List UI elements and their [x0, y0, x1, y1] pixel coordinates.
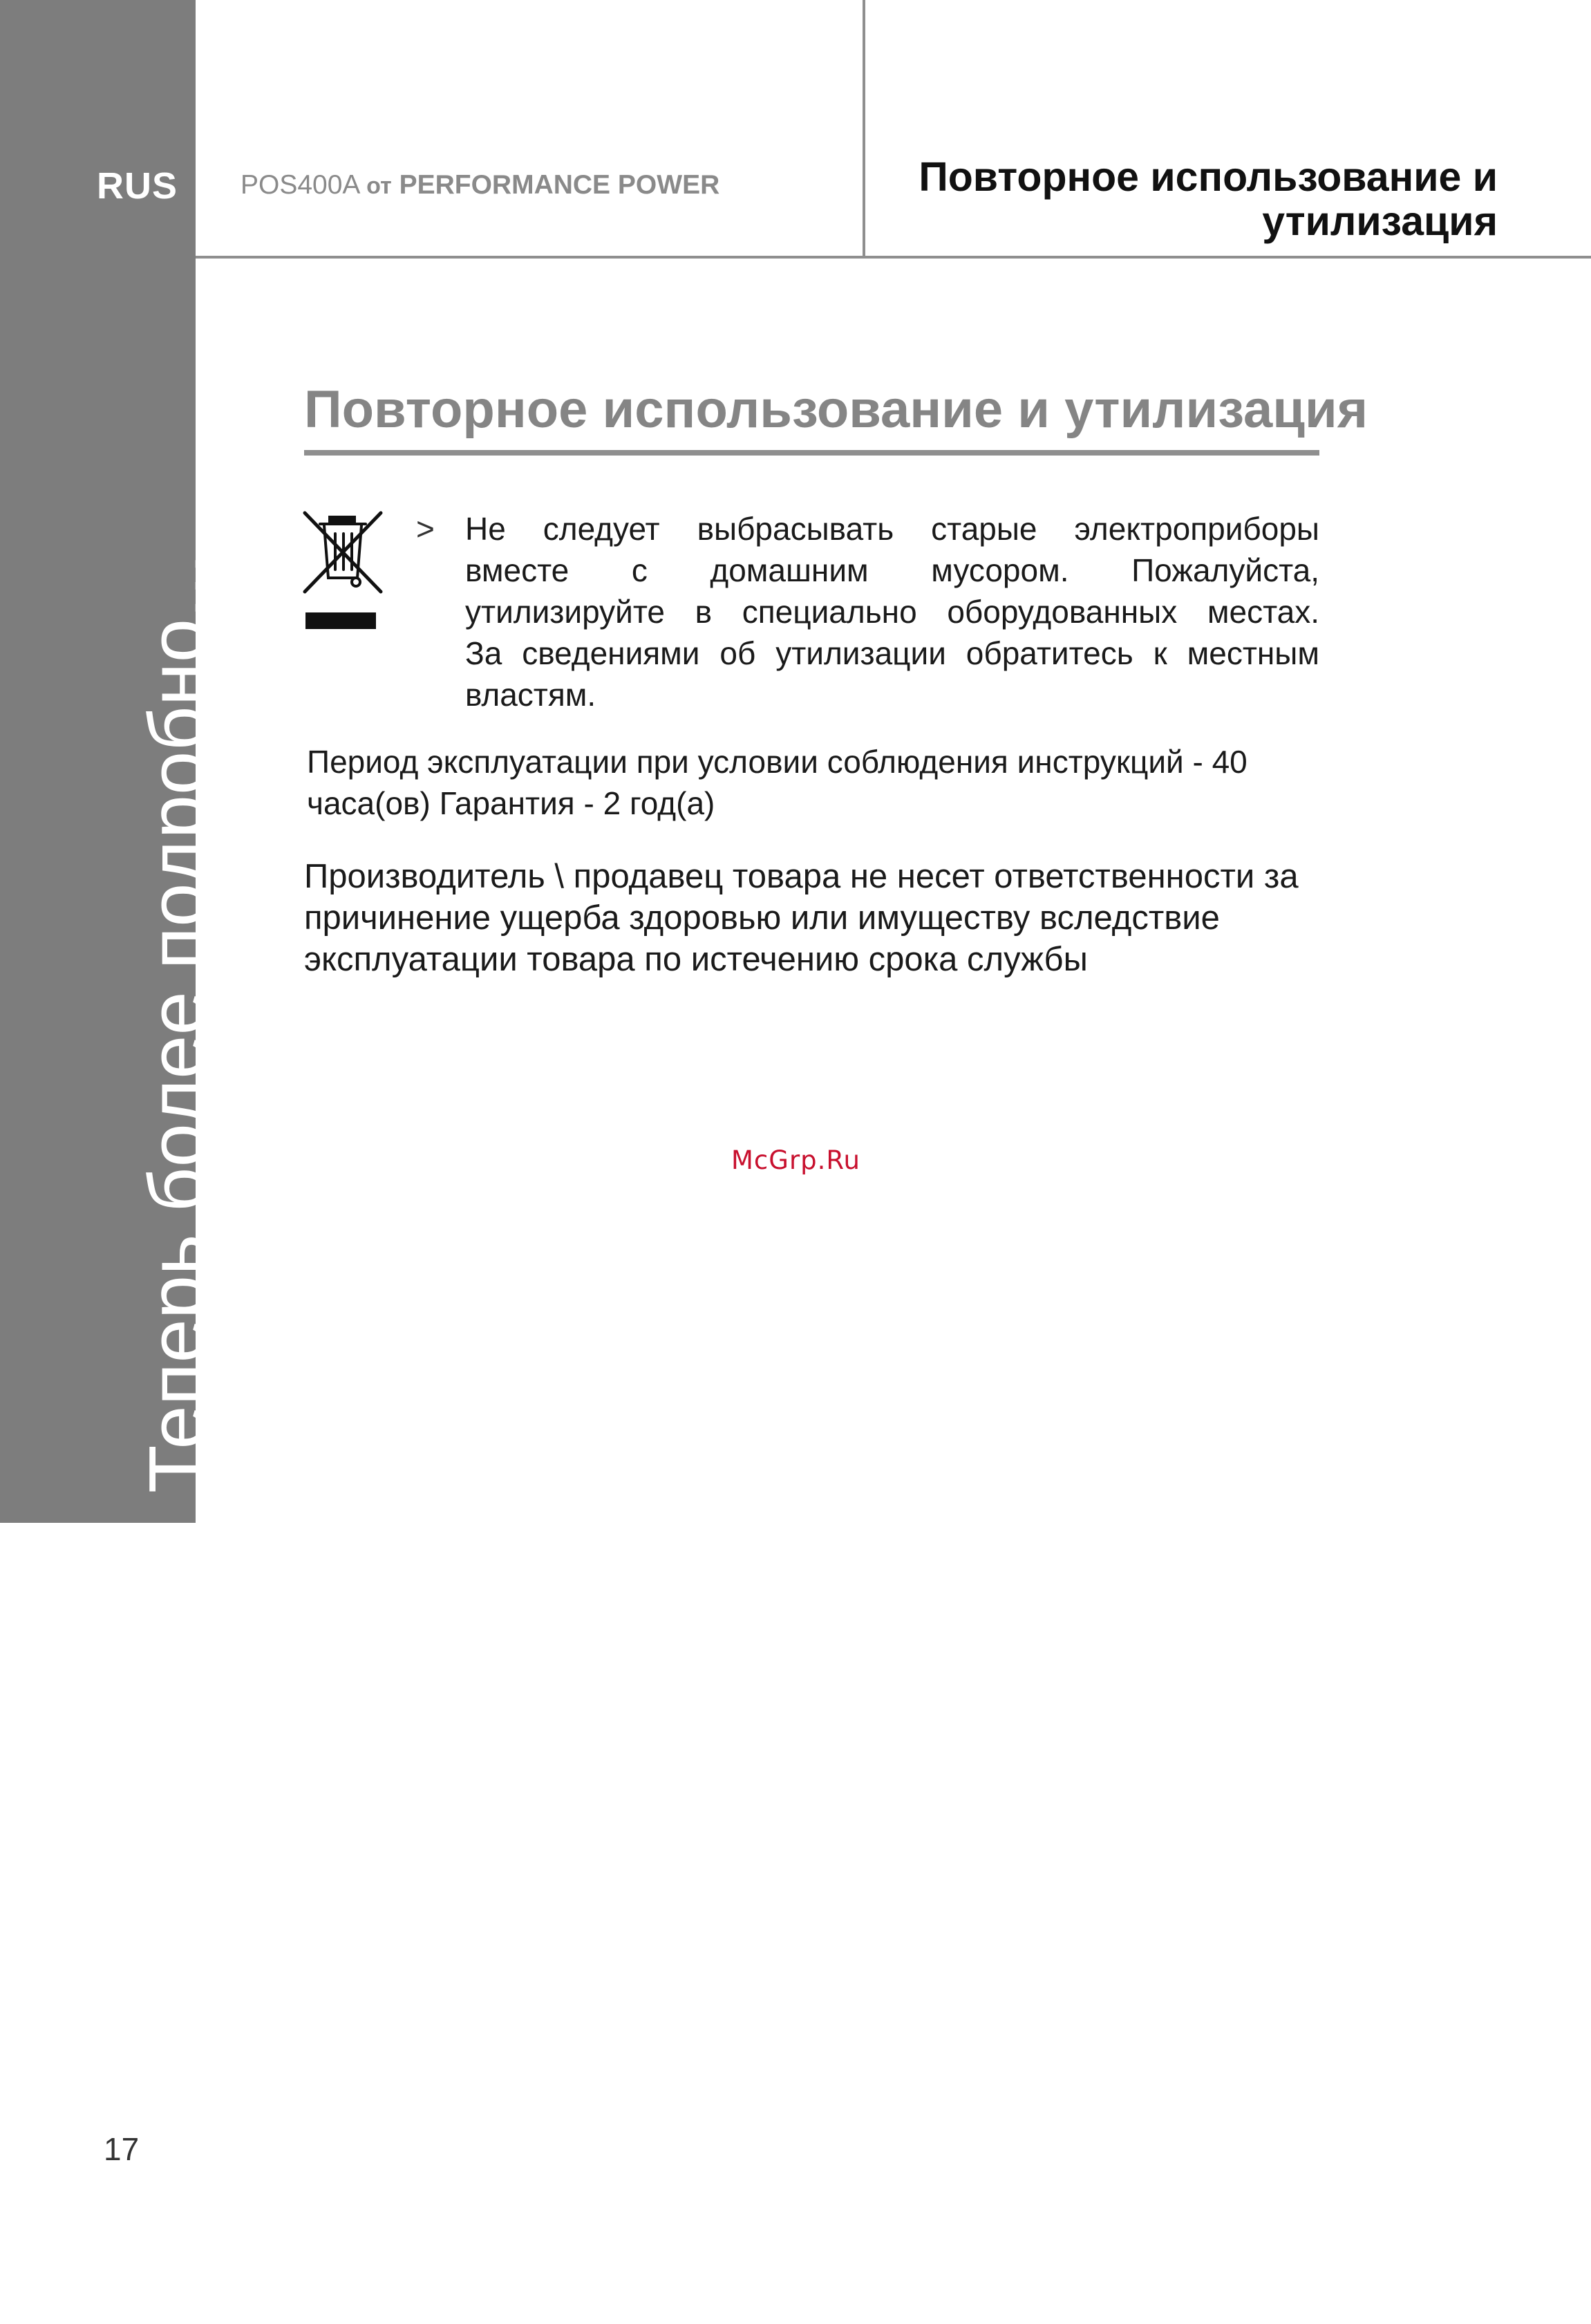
header-section-title — [807, 155, 1498, 243]
liability-paragraph: Производитель \ продавец товара не несет ответственности за причинение ущерба здоровью или имуществу вследствие эксплуатации товара по истечению срока службы — [304, 858, 1299, 978]
bullet-marker: > — [416, 511, 435, 547]
product-code: POS400A — [241, 170, 359, 200]
title-underline — [304, 450, 1319, 456]
product-brand: PERFORMANCE POWER — [399, 170, 720, 200]
notice-line: За сведениями об утилизации обратитесь к местным — [465, 635, 1319, 671]
product-connector: от — [366, 173, 392, 199]
notice-line: Не следует выбрасывать старые электроприборы — [465, 511, 1319, 547]
header-rule — [196, 256, 1591, 259]
sidebar-tagline: Теперь более подробно... — [133, 552, 221, 1493]
header-section-title-line2: утилизация — [1262, 198, 1498, 244]
page-title: Повторное использование и утилизация — [304, 380, 1368, 439]
page-number: 17 — [104, 2131, 140, 2167]
sidebar — [0, 0, 221, 1523]
notice-line: властям. — [465, 677, 596, 713]
header-product — [241, 170, 719, 200]
notice-line: утилизируйте в специально оборудованных местах. — [465, 594, 1319, 630]
language-code: RUS — [97, 165, 178, 207]
disposal-notice — [465, 508, 1319, 715]
header-section-title-line1: Повторное использование и — [919, 154, 1498, 200]
notice-line: вместе с домашним мусором. Пожалуйста, — [465, 552, 1319, 588]
watermark: McGrp.Ru — [731, 1145, 860, 1175]
service-life-paragraph: Период эксплуатации при условии соблюдения инструкций - 40 часа(ов) Гарантия - 2 год(а) — [307, 744, 1248, 821]
crossed-out-wheelie-bin-icon — [301, 510, 385, 631]
